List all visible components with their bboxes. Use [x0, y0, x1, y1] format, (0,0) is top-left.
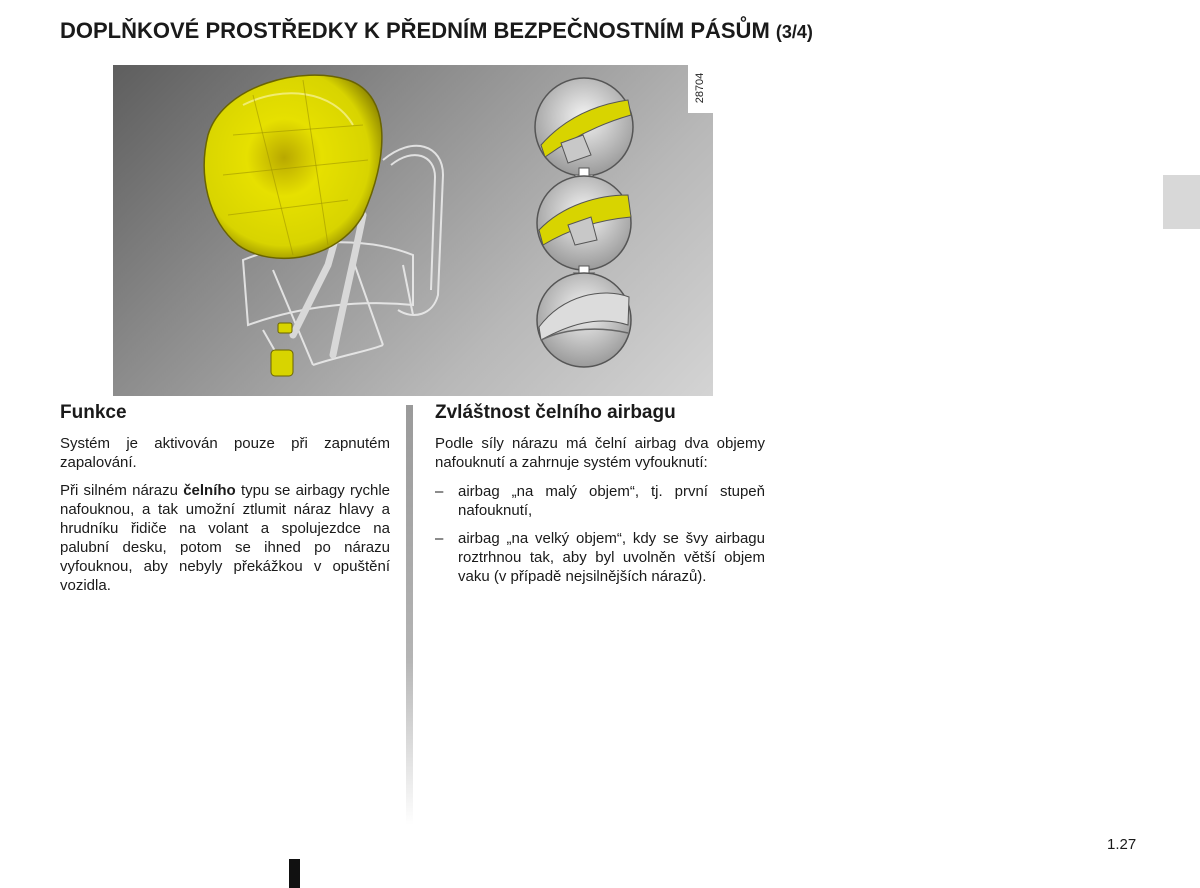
page-title	[60, 18, 813, 44]
figure-number: 28704	[694, 72, 706, 104]
buckle-part	[271, 350, 293, 376]
print-mark	[289, 859, 300, 888]
buckle-part	[278, 323, 292, 333]
airbag	[204, 75, 382, 258]
emphasis-frontal: čelního	[183, 482, 236, 499]
section-heading-function: Funkce	[60, 402, 127, 423]
list-dash: –	[435, 483, 444, 500]
list-item	[435, 529, 765, 586]
inflation-stages-list	[435, 482, 765, 595]
airbag-seat-drawing	[113, 65, 713, 396]
list-item	[435, 482, 765, 520]
paragraph-frontal-impact	[60, 481, 390, 595]
paragraph-activation: Systém je aktivován pouze při zapnutém zapalování.	[60, 435, 390, 471]
title-text: DOPLŇKOVÉ PROSTŘEDKY K PŘEDNÍM BEZPEČNOSTNÍM PÁSŮM	[60, 18, 770, 43]
paragraph-text: Při silném nárazu	[60, 482, 184, 499]
list-dash: –	[435, 530, 444, 547]
chapter-tab	[1163, 175, 1200, 229]
section-heading-front-airbag: Zvláštnost čelního airbagu	[435, 402, 676, 423]
list-item-text: airbag „na velký objem“, kdy se švy airbagu roztrhnou tak, aby byl uvolněn větší objem vaku (v případě nejsilnějších nárazů).	[458, 530, 765, 585]
title-part-indicator: (3/4)	[775, 22, 813, 42]
column-divider	[406, 405, 413, 825]
tear-seam-detail-stage-2	[537, 176, 631, 270]
airbag-illustration	[113, 65, 713, 396]
paragraph-inflation-volumes: Podle síly nárazu má čelní airbag dva objemy nafouknutí a zahrnuje systém vyfouknutí:	[435, 435, 765, 471]
page-number: 1.27	[1107, 836, 1137, 853]
list-item-text: airbag „na malý objem“, tj. první stupeň nafouknutí,	[458, 483, 765, 519]
tear-seam-detail-stage-1	[535, 78, 633, 176]
paragraph-text: typu se airbagy rychle nafouknou, a tak umožní ztlumit náraz hlavy a hrudníku řidiče na volant a spolujezdce na palubní desku, potom se ihned po nárazu vyfouknou, aby nebyly překážkou v opuštění vozidla.	[60, 482, 390, 594]
tear-seam-detail-stage-3	[537, 273, 631, 367]
